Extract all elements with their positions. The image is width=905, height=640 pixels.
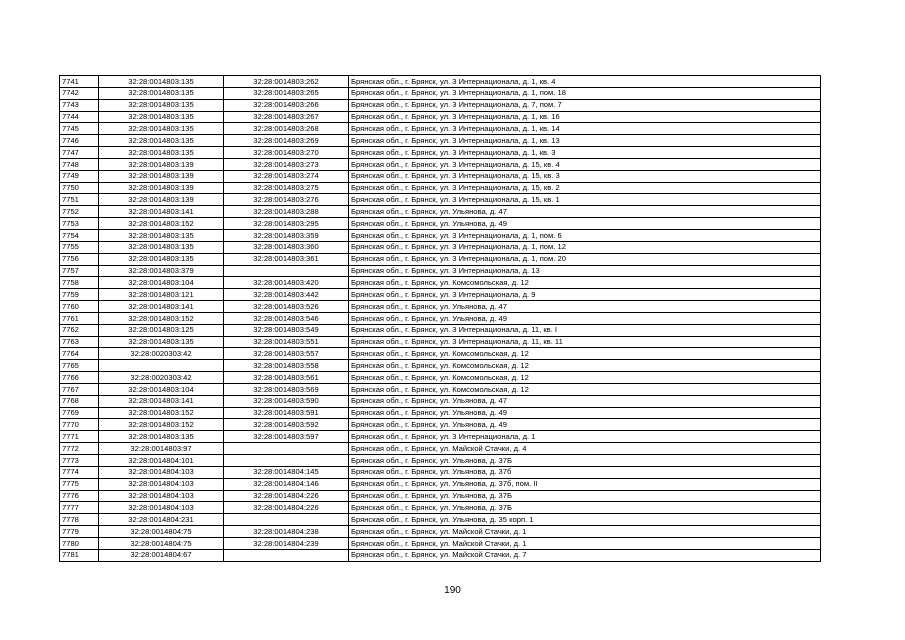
table-row (60, 324, 821, 336)
parent-cadastral-cell: 32:28:0014803:125 (99, 324, 224, 336)
parent-cadastral-cell: 32:28:0014803:135 (99, 229, 224, 241)
table-row (60, 419, 821, 431)
address-cell: Брянская обл., г. Брянск, ул. 3 Интернационала, д. 15, кв. 2 (349, 182, 821, 194)
row-number-cell: 7742 (60, 87, 99, 99)
address-cell: Брянская обл., г. Брянск, ул. Майской Стачки, д. 7 (349, 549, 821, 561)
parent-cadastral-cell: 32:28:0014803:152 (99, 419, 224, 431)
table-row (60, 336, 821, 348)
row-number-cell: 7745 (60, 123, 99, 135)
address-cell: Брянская обл., г. Брянск, ул. Ульянова, д. 49 (349, 218, 821, 230)
cadastral-number-cell: 32:28:0014803:597 (224, 431, 349, 443)
table-row (60, 312, 821, 324)
page-number: 190 (444, 585, 461, 596)
row-number-cell: 7776 (60, 490, 99, 502)
row-number-cell: 7769 (60, 407, 99, 419)
parent-cadastral-cell: 32:28:0014803:141 (99, 206, 224, 218)
parent-cadastral-cell: 32:28:0014804:231 (99, 514, 224, 526)
row-number-cell: 7756 (60, 253, 99, 265)
parent-cadastral-cell: 32:28:0014803:121 (99, 289, 224, 301)
parent-cadastral-cell: 32:28:0014803:135 (99, 87, 224, 99)
table-row (60, 360, 821, 372)
cadastral-number-cell: 32:28:0014803:266 (224, 99, 349, 111)
address-cell: Брянская обл., г. Брянск, ул. 3 Интернационала, д. 9 (349, 289, 821, 301)
cadastral-number-cell: 32:28:0014803:288 (224, 206, 349, 218)
address-cell: Брянская обл., г. Брянск, ул. 3 Интернационала, д. 1, кв. 3 (349, 147, 821, 159)
cadastral-number-cell: 32:28:0014803:276 (224, 194, 349, 206)
table-row (60, 478, 821, 490)
row-number-cell: 7760 (60, 301, 99, 313)
address-cell: Брянская обл., г. Брянск, ул. Ульянова, д. 49 (349, 312, 821, 324)
cadastral-number-cell (224, 455, 349, 467)
table-row (60, 87, 821, 99)
address-cell: Брянская обл., г. Брянск, ул. 3 Интернационала, д. 7, пом. 7 (349, 99, 821, 111)
property-registry-table (59, 75, 821, 562)
cadastral-number-cell: 32:28:0014803:420 (224, 277, 349, 289)
table-row (60, 395, 821, 407)
row-number-cell: 7774 (60, 466, 99, 478)
cadastral-number-cell: 32:28:0014803:558 (224, 360, 349, 372)
row-number-cell: 7767 (60, 383, 99, 395)
parent-cadastral-cell: 32:28:0014803:141 (99, 395, 224, 407)
cadastral-number-cell: 32:28:0014804:239 (224, 537, 349, 549)
table-row (60, 206, 821, 218)
cadastral-number-cell: 32:28:0014804:226 (224, 490, 349, 502)
parent-cadastral-cell: 32:28:0014803:135 (99, 431, 224, 443)
cadastral-number-cell: 32:28:0014803:268 (224, 123, 349, 135)
parent-cadastral-cell: 32:28:0014803:135 (99, 147, 224, 159)
cadastral-number-cell: 32:28:0014804:146 (224, 478, 349, 490)
table-row (60, 135, 821, 147)
row-number-cell: 7758 (60, 277, 99, 289)
row-number-cell: 7751 (60, 194, 99, 206)
cadastral-number-cell: 32:28:0014803:557 (224, 348, 349, 360)
cadastral-number-cell: 32:28:0014803:551 (224, 336, 349, 348)
table-row (60, 490, 821, 502)
parent-cadastral-cell: 32:28:0014803:152 (99, 407, 224, 419)
table-row (60, 123, 821, 135)
table-row (60, 549, 821, 561)
row-number-cell: 7749 (60, 170, 99, 182)
row-number-cell: 7768 (60, 395, 99, 407)
address-cell: Брянская обл., г. Брянск, ул. 3 Интернационала, д. 1, пом. 18 (349, 87, 821, 99)
address-cell: Брянская обл., г. Брянск, ул. 3 Интернационала, д. 11, кв. I (349, 324, 821, 336)
address-cell: Брянская обл., г. Брянск, ул. Комсомольская, д. 12 (349, 372, 821, 384)
row-number-cell: 7780 (60, 537, 99, 549)
address-cell: Брянская обл., г. Брянск, ул. 3 Интернационала, д. 1, кв. 4 (349, 76, 821, 88)
table-row (60, 277, 821, 289)
cadastral-number-cell: 32:28:0014803:267 (224, 111, 349, 123)
table-row (60, 372, 821, 384)
cadastral-number-cell: 32:28:0014803:265 (224, 87, 349, 99)
parent-cadastral-cell: 32:28:0014803:152 (99, 218, 224, 230)
row-number-cell: 7763 (60, 336, 99, 348)
row-number-cell: 7748 (60, 158, 99, 170)
cadastral-number-cell: 32:28:0014803:295 (224, 218, 349, 230)
table-row (60, 537, 821, 549)
table-row (60, 265, 821, 277)
row-number-cell: 7771 (60, 431, 99, 443)
row-number-cell: 7747 (60, 147, 99, 159)
row-number-cell: 7757 (60, 265, 99, 277)
cadastral-number-cell: 32:28:0014803:361 (224, 253, 349, 265)
parent-cadastral-cell: 32:28:0014803:379 (99, 265, 224, 277)
row-number-cell: 7778 (60, 514, 99, 526)
cadastral-number-cell (224, 514, 349, 526)
address-cell: Брянская обл., г. Брянск, ул. 3 Интернационала, д. 1, кв. 14 (349, 123, 821, 135)
cadastral-number-cell: 32:28:0014803:526 (224, 301, 349, 313)
row-number-cell: 7762 (60, 324, 99, 336)
parent-cadastral-cell: 32:28:0014804:103 (99, 502, 224, 514)
address-cell: Брянская обл., г. Брянск, ул. Ульянова, д. 37Б (349, 502, 821, 514)
address-cell: Брянская обл., г. Брянск, ул. Комсомольская, д. 12 (349, 383, 821, 395)
address-cell: Брянская обл., г. Брянск, ул. Комсомольская, д. 12 (349, 277, 821, 289)
address-cell: Брянская обл., г. Брянск, ул. Ульянова, д. 37Б (349, 490, 821, 502)
cadastral-number-cell: 32:28:0014803:442 (224, 289, 349, 301)
row-number-cell: 7772 (60, 443, 99, 455)
row-number-cell: 7775 (60, 478, 99, 490)
parent-cadastral-cell: 32:28:0014803:135 (99, 135, 224, 147)
parent-cadastral-cell: 32:28:0014803:104 (99, 383, 224, 395)
parent-cadastral-cell: 32:28:0014803:135 (99, 336, 224, 348)
table-row (60, 170, 821, 182)
row-number-cell: 7754 (60, 229, 99, 241)
cadastral-number-cell: 32:28:0014803:273 (224, 158, 349, 170)
address-cell: Брянская обл., г. Брянск, ул. Ульянова, д. 49 (349, 419, 821, 431)
address-cell: Брянская обл., г. Брянск, ул. Майской Стачки, д. 1 (349, 526, 821, 538)
table-row (60, 111, 821, 123)
parent-cadastral-cell: 32:28:0014804:75 (99, 537, 224, 549)
row-number-cell: 7753 (60, 218, 99, 230)
parent-cadastral-cell: 32:28:0014804:67 (99, 549, 224, 561)
table-row (60, 218, 821, 230)
parent-cadastral-cell: 32:28:0014803:139 (99, 194, 224, 206)
table-row (60, 241, 821, 253)
parent-cadastral-cell: 32:28:0014803:135 (99, 253, 224, 265)
cadastral-number-cell (224, 443, 349, 455)
address-cell: Брянская обл., г. Брянск, ул. Комсомольская, д. 12 (349, 360, 821, 372)
row-number-cell: 7779 (60, 526, 99, 538)
table-row (60, 383, 821, 395)
cadastral-number-cell: 32:28:0014803:359 (224, 229, 349, 241)
parent-cadastral-cell: 32:28:0014803:135 (99, 241, 224, 253)
address-cell: Брянская обл., г. Брянск, ул. Ульянова, д. 35 корп. 1 (349, 514, 821, 526)
cadastral-number-cell: 32:28:0014803:546 (224, 312, 349, 324)
row-number-cell: 7755 (60, 241, 99, 253)
address-cell: Брянская обл., г. Брянск, ул. 3 Интернационала, д. 15, кв. 4 (349, 158, 821, 170)
cadastral-number-cell: 32:28:0014803:591 (224, 407, 349, 419)
cadastral-number-cell: 32:28:0014803:549 (224, 324, 349, 336)
address-cell: Брянская обл., г. Брянск, ул. Ульянова, д. 47 (349, 395, 821, 407)
parent-cadastral-cell: 32:28:0014803:141 (99, 301, 224, 313)
row-number-cell: 7781 (60, 549, 99, 561)
row-number-cell: 7770 (60, 419, 99, 431)
table-row (60, 455, 821, 467)
address-cell: Брянская обл., г. Брянск, ул. 3 Интернационала, д. 1 (349, 431, 821, 443)
parent-cadastral-cell: 32:28:0014804:103 (99, 478, 224, 490)
address-cell: Брянская обл., г. Брянск, ул. 3 Интернационала, д. 15, кв. 1 (349, 194, 821, 206)
address-cell: Брянская обл., г. Брянск, ул. Ульянова, д. 37б (349, 466, 821, 478)
row-number-cell: 7766 (60, 372, 99, 384)
table-row (60, 194, 821, 206)
address-cell: Брянская обл., г. Брянск, ул. Майской Стачки, д. 1 (349, 537, 821, 549)
parent-cadastral-cell: 32:28:0014803:152 (99, 312, 224, 324)
row-number-cell: 7746 (60, 135, 99, 147)
parent-cadastral-cell: 32:28:0014803:135 (99, 111, 224, 123)
parent-cadastral-cell: 32:28:0020303:42 (99, 372, 224, 384)
address-cell: Брянская обл., г. Брянск, ул. 3 Интернационала, д. 1, пом. 6 (349, 229, 821, 241)
cadastral-number-cell: 32:28:0014803:262 (224, 76, 349, 88)
table-row (60, 76, 821, 88)
cadastral-number-cell (224, 265, 349, 277)
cadastral-number-cell: 32:28:0014803:270 (224, 147, 349, 159)
parent-cadastral-cell: 32:28:0014803:104 (99, 277, 224, 289)
parent-cadastral-cell: 32:28:0014804:101 (99, 455, 224, 467)
row-number-cell: 7741 (60, 76, 99, 88)
address-cell: Брянская обл., г. Брянск, ул. 3 Интернационала, д. 1, кв. 13 (349, 135, 821, 147)
parent-cadastral-cell: 32:28:0014803:97 (99, 443, 224, 455)
row-number-cell: 7744 (60, 111, 99, 123)
cadastral-number-cell: 32:28:0014803:274 (224, 170, 349, 182)
parent-cadastral-cell (99, 360, 224, 372)
cadastral-number-cell: 32:28:0014803:569 (224, 383, 349, 395)
parent-cadastral-cell: 32:28:0014803:139 (99, 170, 224, 182)
row-number-cell: 7764 (60, 348, 99, 360)
table-row (60, 431, 821, 443)
parent-cadastral-cell: 32:28:0014803:135 (99, 123, 224, 135)
parent-cadastral-cell: 32:28:0014804:75 (99, 526, 224, 538)
address-cell: Брянская обл., г. Брянск, ул. Ульянова, д. 37б, пом. II (349, 478, 821, 490)
parent-cadastral-cell: 32:28:0014803:139 (99, 158, 224, 170)
address-cell: Брянская обл., г. Брянск, ул. Ульянова, д. 47 (349, 301, 821, 313)
table-row (60, 253, 821, 265)
cadastral-number-cell: 32:28:0014804:238 (224, 526, 349, 538)
table-row (60, 147, 821, 159)
table-body (60, 76, 821, 562)
table-row (60, 229, 821, 241)
row-number-cell: 7761 (60, 312, 99, 324)
parent-cadastral-cell: 32:28:0020303:42 (99, 348, 224, 360)
table-row (60, 502, 821, 514)
table-row (60, 514, 821, 526)
row-number-cell: 7750 (60, 182, 99, 194)
table-row (60, 466, 821, 478)
address-cell: Брянская обл., г. Брянск, ул. 3 Интернационала, д. 15, кв. 3 (349, 170, 821, 182)
cadastral-number-cell: 32:28:0014804:226 (224, 502, 349, 514)
address-cell: Брянская обл., г. Брянск, ул. Ульянова, д. 47 (349, 206, 821, 218)
parent-cadastral-cell: 32:28:0014804:103 (99, 490, 224, 502)
cadastral-number-cell (224, 549, 349, 561)
table-row (60, 99, 821, 111)
cadastral-number-cell: 32:28:0014803:275 (224, 182, 349, 194)
row-number-cell: 7773 (60, 455, 99, 467)
address-cell: Брянская обл., г. Брянск, ул. 3 Интернационала, д. 1, пом. 12 (349, 241, 821, 253)
cadastral-number-cell: 32:28:0014803:269 (224, 135, 349, 147)
table-row (60, 348, 821, 360)
table-row (60, 526, 821, 538)
address-cell: Брянская обл., г. Брянск, ул. 3 Интернационала, д. 1, кв. 16 (349, 111, 821, 123)
row-number-cell: 7765 (60, 360, 99, 372)
table-row (60, 289, 821, 301)
address-cell: Брянская обл., г. Брянск, ул. Ульянова, д. 37Б (349, 455, 821, 467)
cadastral-number-cell: 32:28:0014803:561 (224, 372, 349, 384)
cadastral-number-cell: 32:28:0014804:145 (224, 466, 349, 478)
table-row (60, 443, 821, 455)
cadastral-number-cell: 32:28:0014803:592 (224, 419, 349, 431)
table-row (60, 407, 821, 419)
address-cell: Брянская обл., г. Брянск, ул. 3 Интернационала, д. 13 (349, 265, 821, 277)
row-number-cell: 7743 (60, 99, 99, 111)
address-cell: Брянская обл., г. Брянск, ул. Комсомольская, д. 12 (349, 348, 821, 360)
table-row (60, 158, 821, 170)
cadastral-number-cell: 32:28:0014803:360 (224, 241, 349, 253)
address-cell: Брянская обл., г. Брянск, ул. 3 Интернационала, д. 1, пом. 20 (349, 253, 821, 265)
parent-cadastral-cell: 32:28:0014803:135 (99, 76, 224, 88)
parent-cadastral-cell: 32:28:0014803:135 (99, 99, 224, 111)
row-number-cell: 7752 (60, 206, 99, 218)
address-cell: Брянская обл., г. Брянск, ул. 3 Интернационала, д. 11, кв. 11 (349, 336, 821, 348)
table-row (60, 301, 821, 313)
cadastral-number-cell: 32:28:0014803:590 (224, 395, 349, 407)
parent-cadastral-cell: 32:28:0014803:139 (99, 182, 224, 194)
address-cell: Брянская обл., г. Брянск, ул. Майской Стачки, д. 4 (349, 443, 821, 455)
parent-cadastral-cell: 32:28:0014804:103 (99, 466, 224, 478)
table-row (60, 182, 821, 194)
row-number-cell: 7777 (60, 502, 99, 514)
row-number-cell: 7759 (60, 289, 99, 301)
address-cell: Брянская обл., г. Брянск, ул. Ульянова, д. 49 (349, 407, 821, 419)
